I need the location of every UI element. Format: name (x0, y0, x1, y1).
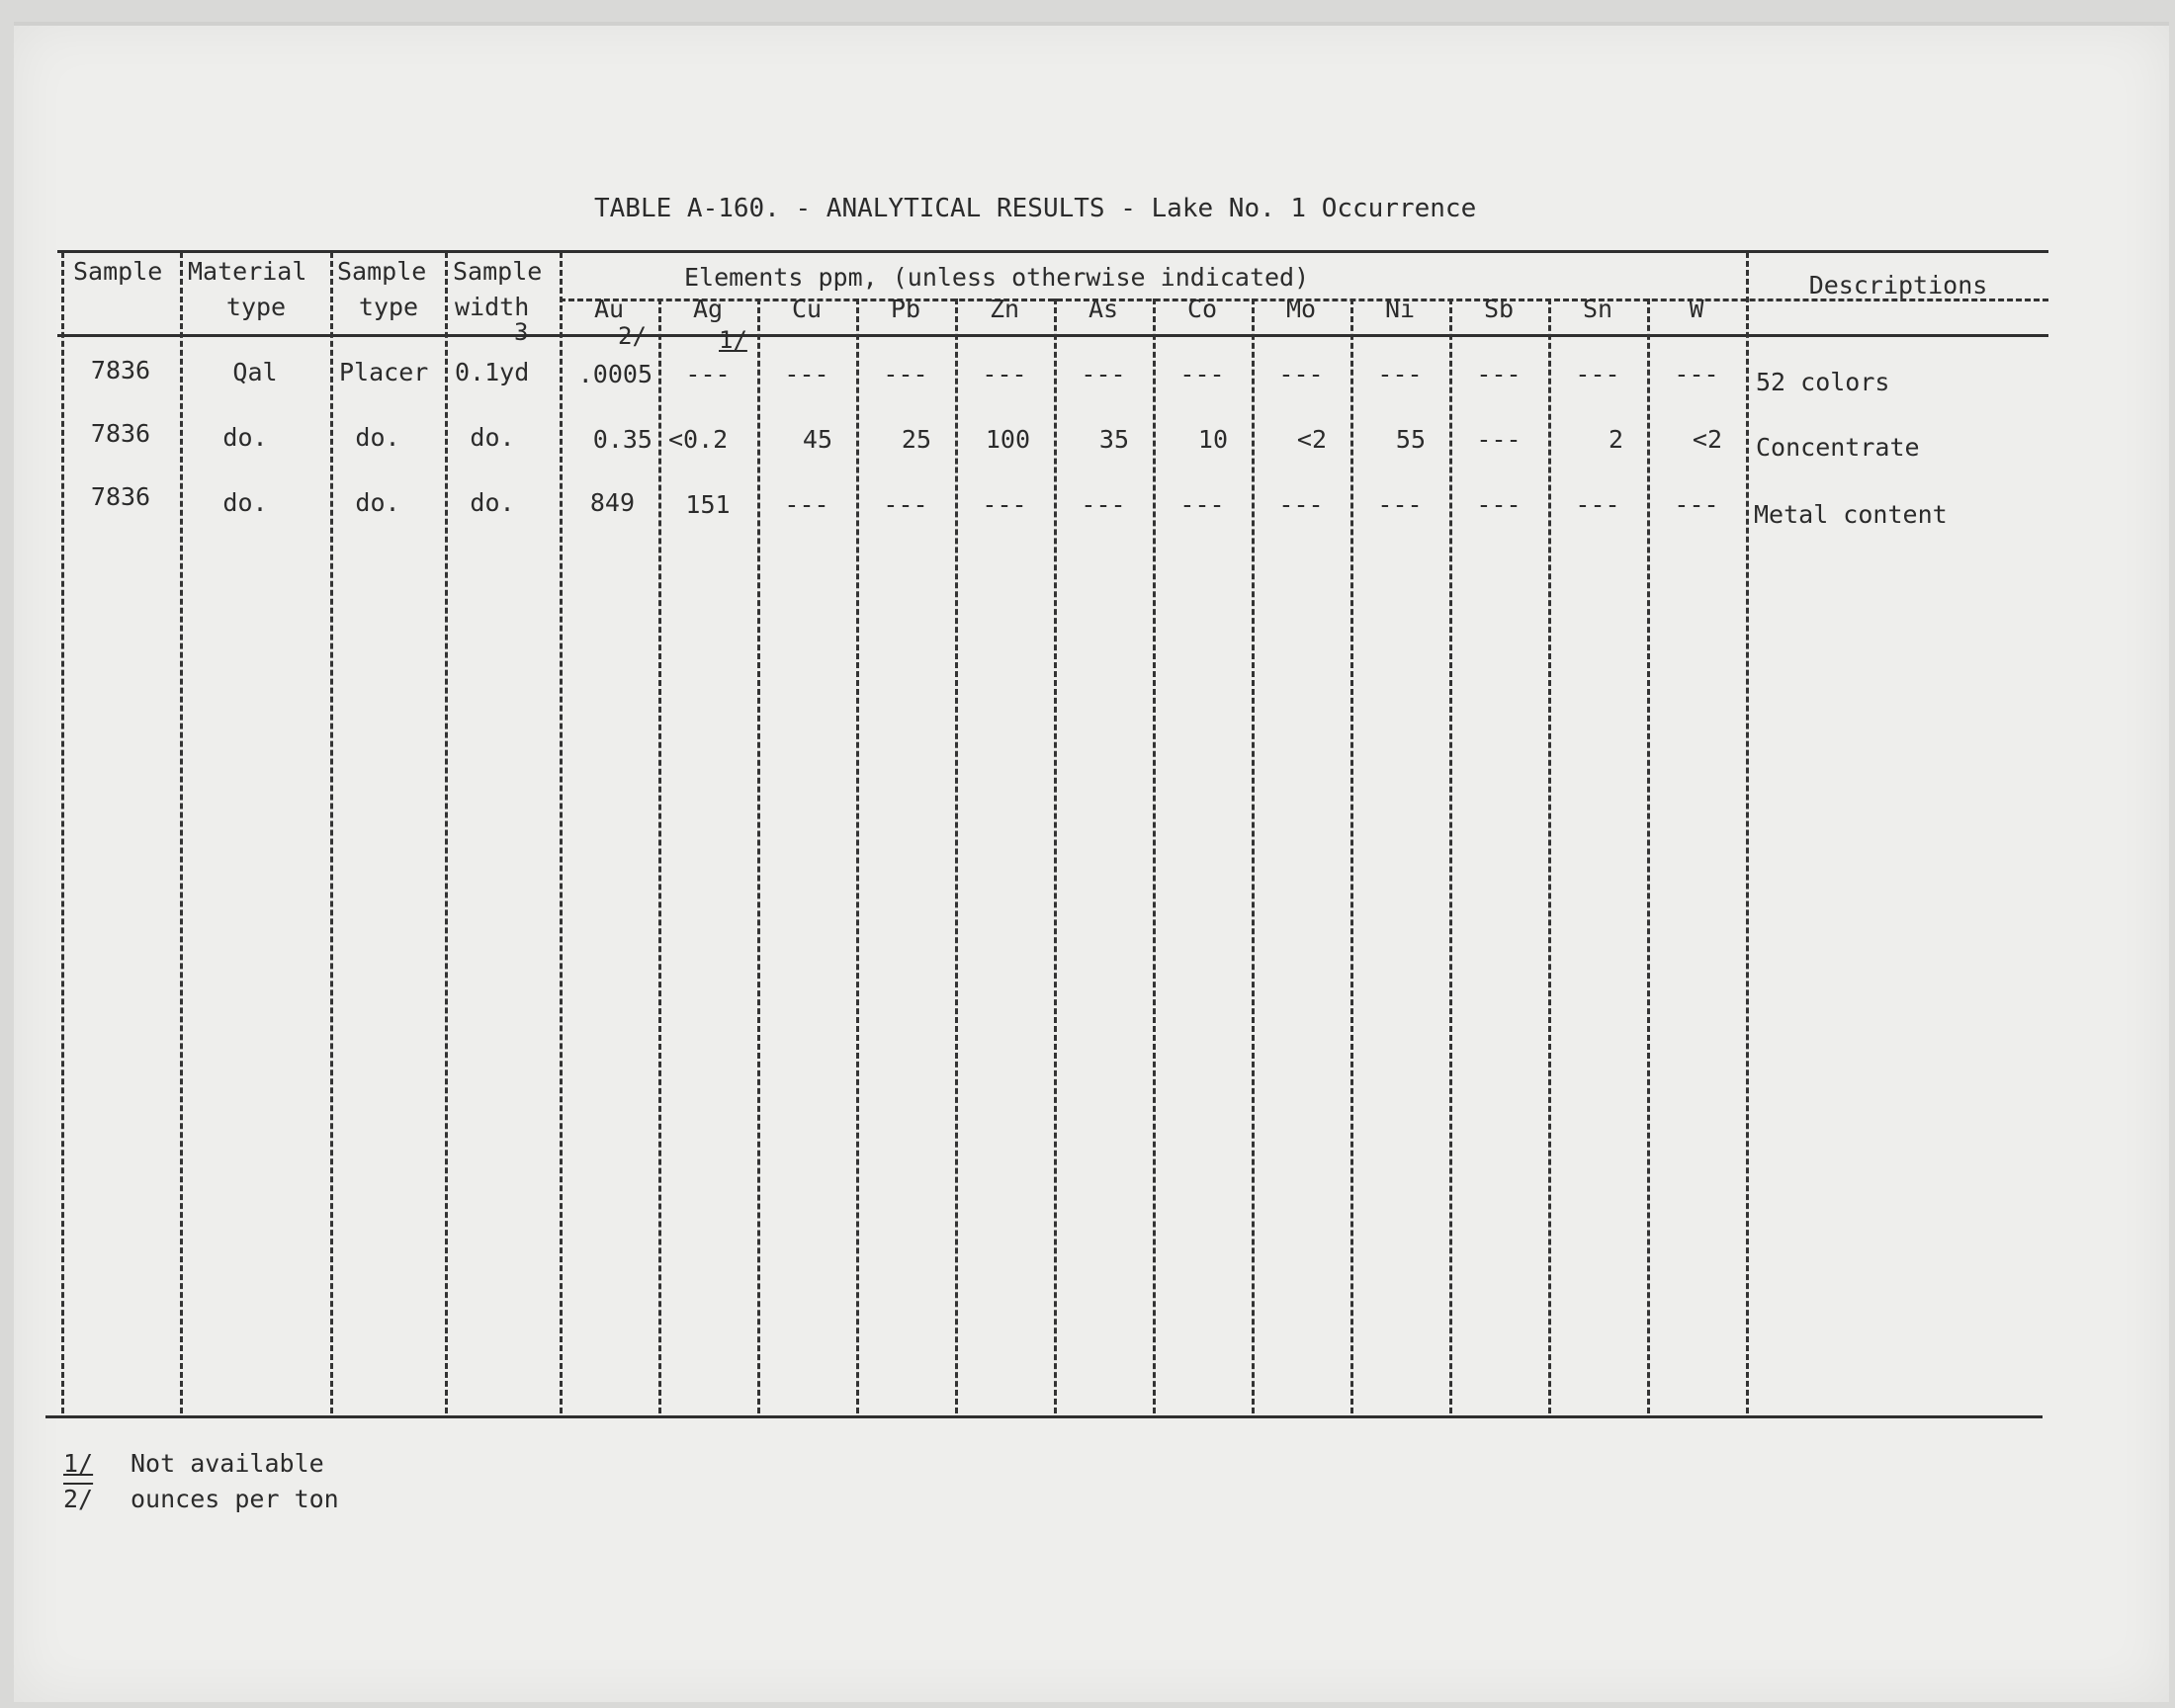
cell-cu: --- (784, 360, 829, 388)
column-divider (856, 299, 859, 1413)
column-divider (1647, 299, 1650, 1413)
column-divider (61, 252, 64, 1413)
column-divider (1054, 299, 1057, 1413)
column-divider (955, 299, 958, 1413)
header-bottom-rule (57, 334, 2048, 337)
header-element-mo: Mo (1285, 295, 1317, 323)
cell-sample: 7836 (90, 419, 151, 448)
cell-sample-width: do. (470, 488, 515, 517)
cell-ni: --- (1377, 490, 1423, 519)
header-element-sn: Sn (1582, 295, 1613, 323)
cell-au: .0005 (577, 360, 652, 388)
cell-sample-type: do. (355, 488, 400, 517)
cell-sample-width: do. (470, 423, 515, 452)
cell-as: --- (1081, 490, 1126, 519)
cell-material: do. (222, 488, 268, 517)
table-title: TABLE A-160. - ANALYTICAL RESULTS - Lake No. 1 Occurrence (594, 194, 1477, 223)
cell-co: --- (1179, 360, 1225, 388)
column-divider (1252, 299, 1255, 1413)
column-divider (1350, 299, 1353, 1413)
cell-sample-type: Placer (339, 358, 429, 386)
header-material-line1: Material (188, 257, 307, 286)
cell-sample-width: 0.1yd (455, 358, 530, 386)
cell-cu: 45 (802, 425, 832, 454)
header-sample: Sample (73, 257, 163, 286)
cell-au: 0.35 (592, 425, 652, 454)
header-sample-type-line1: Sample (337, 257, 427, 286)
header-element-au: Au (593, 295, 625, 323)
cell-sb: --- (1476, 360, 1522, 388)
cell-as: 35 (1098, 425, 1129, 454)
cell-sample: 7836 (90, 482, 151, 511)
header-material-line2: type (225, 293, 287, 321)
header-sample-width-line1: Sample (453, 257, 543, 286)
header-element-cu: Cu (791, 295, 823, 323)
cell-zn: --- (982, 360, 1027, 388)
footnote-text: ounces per ton (130, 1485, 339, 1513)
column-divider (1153, 299, 1156, 1413)
table-top-rule (57, 250, 2048, 253)
cell-sn: --- (1575, 360, 1620, 388)
cell-co: 10 (1197, 425, 1228, 454)
cell-ag: --- (685, 360, 731, 388)
cell-sample: 7836 (90, 356, 151, 384)
header-sample-width-line2: width (455, 293, 530, 321)
cell-w: <2 (1692, 425, 1722, 454)
cell-pb: 25 (901, 425, 931, 454)
column-divider (757, 299, 760, 1413)
header-element-pb: Pb (890, 295, 921, 323)
header-element-zn: Zn (989, 295, 1020, 323)
cell-sn: 2 (1608, 425, 1623, 454)
width-footnote-mark: 3 (514, 318, 529, 346)
ag-footnote-mark: 1/ (719, 326, 747, 354)
cell-as: --- (1081, 360, 1126, 388)
cell-sb: --- (1476, 425, 1522, 454)
cell-mo: <2 (1296, 425, 1327, 454)
cell-pb: --- (883, 490, 928, 519)
table-bottom-rule (45, 1415, 2043, 1418)
footnote-mark: 1/ (63, 1449, 94, 1478)
header-element-ni: Ni (1384, 295, 1416, 323)
cell-pb: --- (883, 360, 928, 388)
cell-ag: 151 (685, 490, 731, 519)
header-elements-group: Elements ppm, (unless otherwise indicated) (684, 263, 1310, 292)
cell-co: --- (1179, 490, 1225, 519)
header-element-co: Co (1186, 295, 1218, 323)
cell-description: Metal content (1754, 500, 1948, 529)
column-divider (445, 252, 448, 1413)
header-element-as: As (1088, 295, 1119, 323)
cell-ni: 55 (1395, 425, 1426, 454)
cell-ni: --- (1377, 360, 1423, 388)
cell-description: Concentrate (1756, 433, 1920, 462)
cell-zn: 100 (985, 425, 1030, 454)
cell-material: Qal (232, 358, 278, 386)
header-element-sb: Sb (1483, 295, 1515, 323)
au-footnote-mark: 2/ (618, 322, 647, 350)
column-divider (180, 252, 183, 1413)
column-divider (1746, 252, 1749, 1413)
column-divider (658, 299, 661, 1413)
footnote-mark: 2/ (63, 1485, 94, 1513)
page-edge (14, 22, 2169, 26)
cell-mo: --- (1278, 490, 1324, 519)
column-divider (1548, 299, 1551, 1413)
cell-material: do. (222, 423, 268, 452)
header-element-w: W (1689, 295, 1704, 323)
cell-w: --- (1674, 360, 1719, 388)
cell-sn: --- (1575, 490, 1620, 519)
header-sample-type-line2: type (358, 293, 419, 321)
cell-au: 849 (589, 488, 635, 517)
cell-mo: --- (1278, 360, 1324, 388)
cell-sb: --- (1476, 490, 1522, 519)
cell-sample-type: do. (355, 423, 400, 452)
column-divider (1449, 299, 1452, 1413)
column-divider (330, 252, 333, 1413)
cell-w: --- (1674, 490, 1719, 519)
cell-cu: --- (784, 490, 829, 519)
cell-zn: --- (982, 490, 1027, 519)
cell-ag: <0.2 (668, 425, 729, 454)
header-element-ag: Ag (692, 295, 724, 323)
header-descriptions: Descriptions (1808, 271, 1988, 299)
cell-description: 52 colors (1756, 368, 1890, 396)
footnote-text: Not available (130, 1449, 324, 1478)
column-divider (560, 252, 563, 1413)
